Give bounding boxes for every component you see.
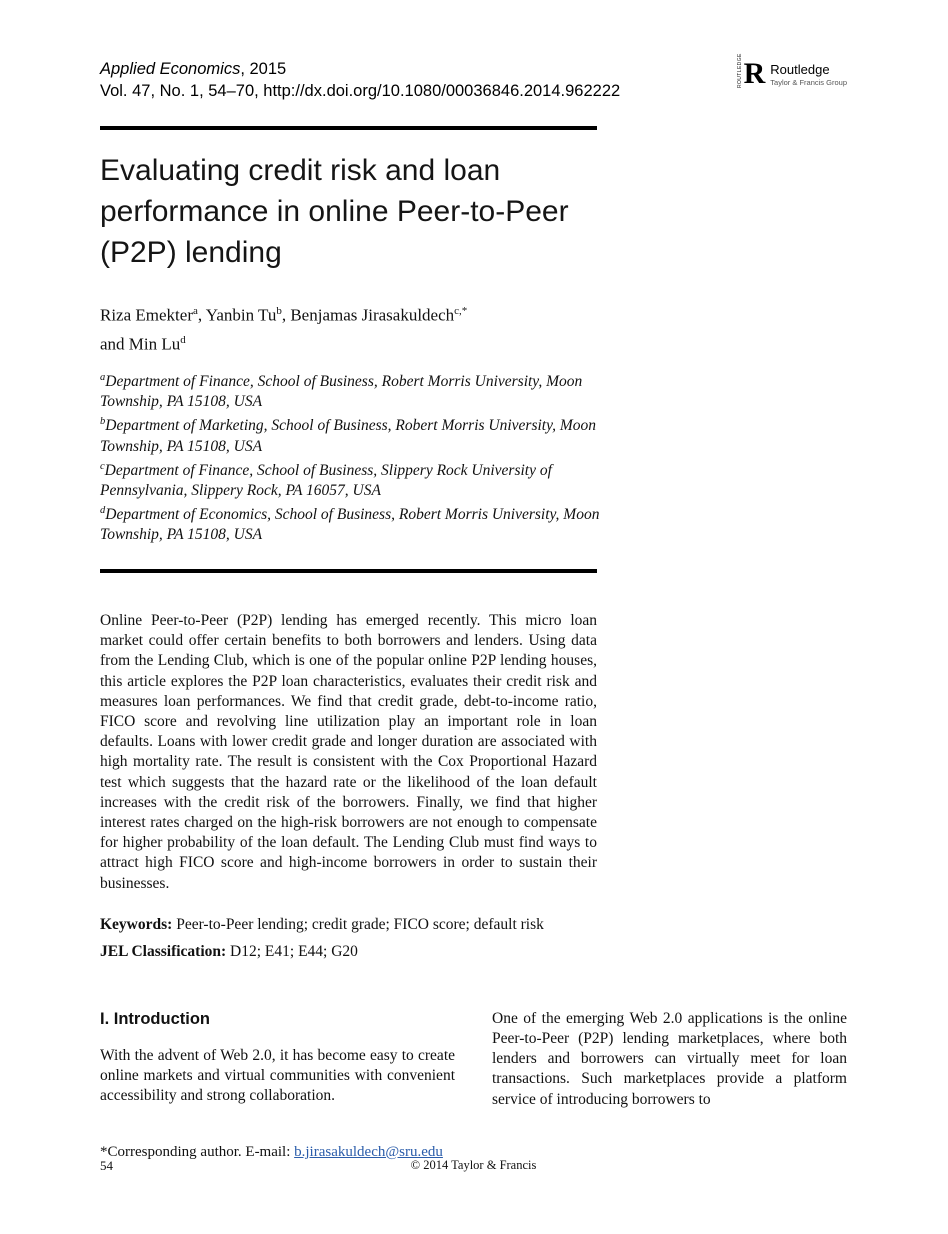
- journal-title-line: [100, 58, 620, 80]
- abstract-rule: [100, 569, 597, 573]
- author-line-1: [100, 299, 610, 328]
- jel-line: [100, 943, 597, 961]
- article-page: [100, 0, 847, 1161]
- routledge-name: Routledge: [770, 62, 830, 77]
- journal-name: Applied Economics: [100, 60, 241, 78]
- affiliation-sup: d: [100, 504, 106, 516]
- keywords-text: Peer-to-Peer lending; credit grade; FICO score; default risk: [172, 915, 544, 933]
- author-line-2: [100, 328, 610, 357]
- affiliation-item: [100, 412, 602, 456]
- affiliation-text: Department of Finance, School of Business, Slippery Rock University of Pennsylvania, Slippery Rock, PA 16057, USA: [100, 461, 552, 499]
- journal-year: , 2015: [240, 60, 287, 78]
- intro-right-paragraph: One of the emerging Web 2.0 applications is the online Peer-to-Peer (P2P) lending marketplaces, where both lenders and borrowers can virtually meet for loan transactions. Such marketplaces provide a platform service of introducing borrowers to: [492, 1009, 847, 1108]
- article-title: Evaluating credit risk and loan performance in online Peer-to-Peer (P2P) lending: [100, 154, 569, 269]
- author-affil-sup: b: [276, 305, 282, 317]
- author-name: Yanbin Tu: [205, 305, 277, 325]
- introduction-section: [100, 1009, 847, 1110]
- header-rule: [100, 126, 597, 130]
- affiliation-item: [100, 501, 602, 545]
- author-name: Riza Emekter: [100, 305, 193, 325]
- author-affil-sup: c,*: [454, 305, 468, 317]
- footnote-prefix: *Corresponding author. E-mail:: [100, 1143, 295, 1160]
- left-column: [100, 1009, 455, 1110]
- keywords-line: [100, 916, 597, 934]
- journal-info: [100, 58, 620, 102]
- page-header: [100, 53, 847, 102]
- author-affil-sup: d: [180, 333, 186, 346]
- author-separator: ,: [197, 305, 206, 325]
- routledge-wordmark: [770, 60, 847, 87]
- author-affil-sup: a: [193, 305, 198, 317]
- intro-left-paragraph: With the advent of Web 2.0, it has become easy to create online markets and virtual communities with convenient accessibility and strong collaboration.: [100, 1046, 455, 1105]
- routledge-vertical-text: ROUTLEDGE: [736, 53, 743, 88]
- abstract-text: Online Peer-to-Peer (P2P) lending has emerged recently. This micro loan market could offer certain benefits to both borrowers and lenders. Using data from the Lending Club, which is one of the popular online P2P lending houses, this article explores the P2P loan characteristics, evaluates their credit risk and measures loan performances. We find that credit grade, debt-to-income ratio, FICO score and revolving line utilization play an important role in loan defaults. Loans with lower credit grade and longer duration are associated with high mortality rate. The result is consistent with the Cox Proportional Hazard test which suggests that the hazard rate or the likelihood of the loan default increases with the credit risk of the borrowers. Finally, we find that higher interest rates charged on the high-risk borrowers are not enough to compensate for higher probability of the loan default. The Lending Club must find ways to attract high FICO score and high-income borrowers in order to sustain their businesses.: [100, 611, 597, 892]
- corresponding-email-link[interactable]: b.jirasakuldech@sru.edu: [294, 1143, 443, 1160]
- routledge-logo: [736, 53, 847, 90]
- page-number: 54: [100, 1158, 113, 1173]
- page-footer: [100, 1158, 847, 1173]
- affiliation-sup: a: [100, 372, 106, 384]
- journal-volume-doi: Vol. 47, No. 1, 54–70, http://dx.doi.org/10.1080/00036846.2014.962222: [100, 82, 621, 100]
- jel-label: JEL Classification:: [100, 942, 227, 960]
- affiliation-sup: c: [100, 460, 105, 472]
- affiliation-text: Department of Finance, School of Business, Robert Morris University, Moon Township, PA 15108, USA: [100, 373, 583, 411]
- keywords-label: Keywords:: [100, 915, 173, 933]
- author-list: [100, 299, 610, 356]
- taylor-francis-group-label: Taylor & Francis Group: [770, 78, 847, 87]
- author-separator: ,: [281, 305, 291, 325]
- author-name: Benjamas Jirasakuldech: [290, 305, 455, 325]
- jel-text: D12; E41; E44; G20: [226, 942, 358, 960]
- affiliation-item: [100, 457, 602, 501]
- affiliation-item: [100, 368, 602, 412]
- affiliation-sup: b: [100, 416, 106, 428]
- affiliation-text: Department of Marketing, School of Business, Robert Morris University, Moon Township, PA 15108, USA: [100, 417, 597, 455]
- affiliation-list: [100, 368, 602, 545]
- routledge-r-mark-icon: R: [743, 57, 766, 90]
- copyright-notice: © 2014 Taylor & Francis: [410, 1158, 537, 1172]
- section-heading-introduction: I. Introduction: [100, 1009, 210, 1028]
- affiliation-text: Department of Economics, School of Business, Robert Morris University, Moon Township, PA 15108, USA: [100, 505, 600, 543]
- right-column: [492, 1009, 847, 1110]
- author-name: and Min Lu: [100, 334, 181, 354]
